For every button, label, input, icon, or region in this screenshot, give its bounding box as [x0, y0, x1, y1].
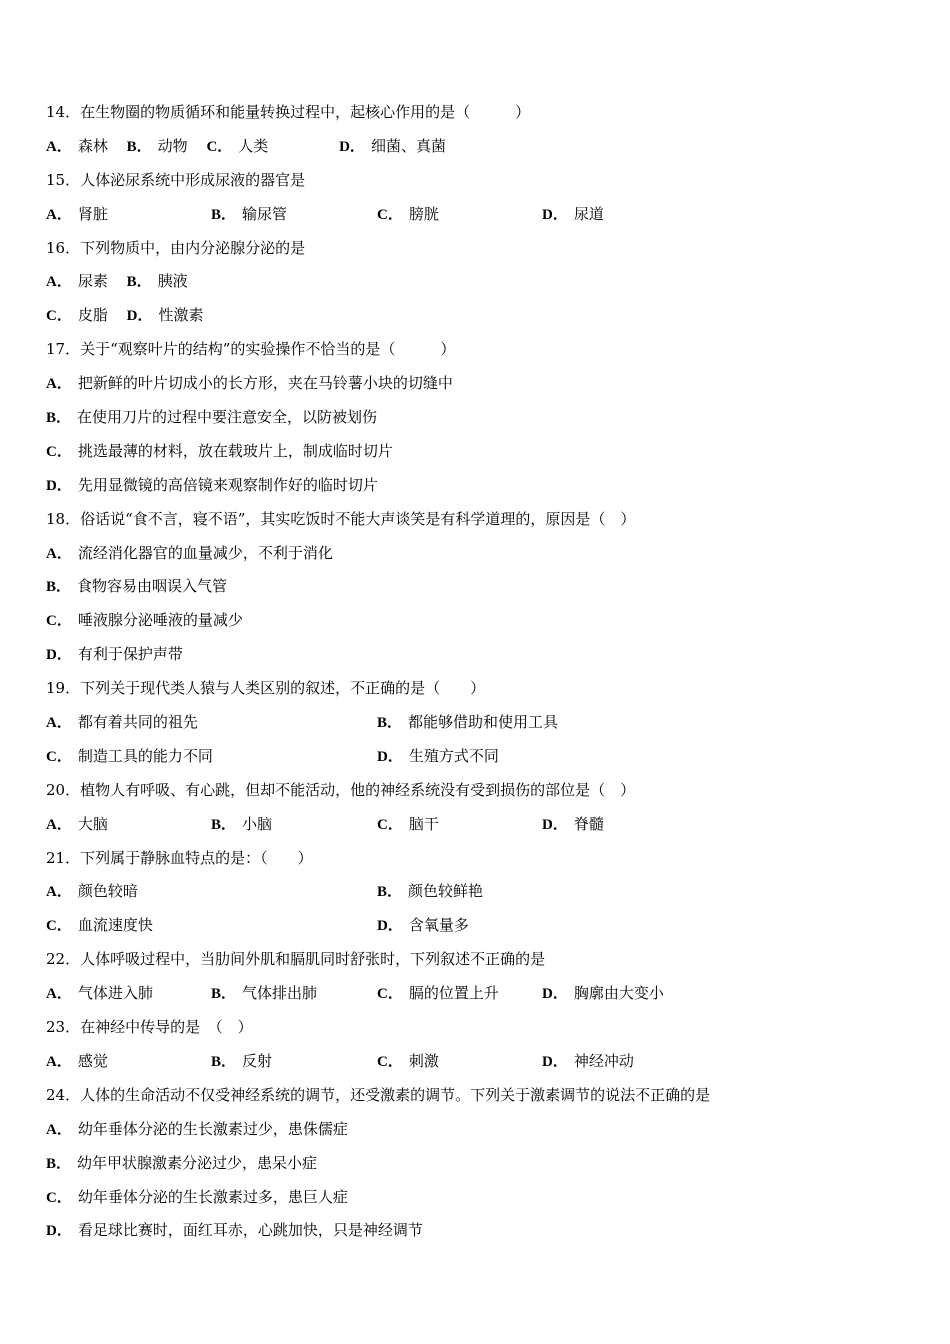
option-b: B． 颜色较鲜艳 — [377, 882, 484, 901]
question-24-stem: 24．人体的生命活动不仅受神经系统的调节，还受激素的调节。下列关于激素调节的说法不正确的是 — [46, 1085, 711, 1104]
option-d: D． 性激素 — [126, 306, 204, 325]
question-21-options-row2 — [46, 909, 906, 943]
question-18-option-d — [46, 638, 906, 672]
option-c: C． 挑选最薄的材料，放在载玻片上，制成临时切片 — [46, 441, 393, 460]
option-a: A． 颜色较暗 — [46, 882, 138, 901]
option-d: D． 脊髓 — [542, 814, 604, 833]
question-17-option-b — [46, 401, 906, 435]
question-17-option-c — [46, 435, 906, 469]
option-c: C． 唾液腺分泌唾液的量减少 — [46, 611, 243, 630]
question-24-option-c — [46, 1181, 906, 1215]
option-b: B． 幼年甲状腺激素分泌过少，患呆小症 — [46, 1153, 318, 1172]
question-14-stem: 14．在生物圈的物质循环和能量转换过程中，起核心作用的是（ ） — [46, 103, 531, 121]
option-b: B． 小脑 — [211, 814, 273, 833]
option-c: C． 血流速度快 — [46, 916, 153, 935]
option-a: A． 流经消化器官的血量减少，不利于消化 — [46, 543, 333, 562]
option-a: A． 尿素 — [46, 272, 108, 291]
question-24-option-b — [46, 1147, 906, 1181]
option-b: B． 输尿管 — [211, 204, 288, 223]
question-17-option-a — [46, 367, 906, 401]
option-c: C． 幼年垂体分泌的生长激素过多，患巨人症 — [46, 1187, 348, 1206]
question-16-stem: 16．下列物质中，由内分泌腺分泌的是 — [46, 238, 306, 257]
question-15-options — [46, 198, 906, 232]
question-list — [46, 96, 906, 1248]
question-16-options-row1 — [46, 265, 906, 299]
option-b: B． 在使用刀片的过程中要注意安全，以防被划伤 — [46, 408, 378, 427]
option-b: B． 反射 — [211, 1051, 273, 1070]
question-19-stem: 19．下列关于现代类人猿与人类区别的叙述，不正确的是（ ） — [46, 679, 486, 698]
question-18-option-b — [46, 570, 906, 604]
question-16-options-row2 — [46, 299, 906, 333]
question-24-option-d — [46, 1214, 906, 1248]
question-14-options — [46, 130, 906, 164]
option-b: B． 胰液 — [126, 272, 188, 291]
option-a: A． 大脑 — [46, 814, 108, 833]
option-d: D． 先用显微镜的高倍镜来观察制作好的临时切片 — [46, 475, 378, 494]
option-b: B． 气体排出肺 — [211, 984, 318, 1003]
question-19-options-row2 — [46, 740, 906, 774]
option-d: D． 尿道 — [542, 204, 604, 223]
question-24-option-a — [46, 1113, 906, 1147]
question-15-stem: 15．人体泌尿系统中形成尿液的器官是 — [46, 170, 306, 189]
option-a: A． 森林 — [46, 136, 108, 155]
option-c: C． 脑干 — [377, 814, 439, 833]
option-d: D． 胸廓由大变小 — [542, 984, 664, 1003]
question-21-stem: 21．下列属于静脉血特点的是：（ ） — [46, 848, 313, 867]
option-a: A． 幼年垂体分泌的生长激素过少，患侏儒症 — [46, 1119, 348, 1138]
question-22-options — [46, 977, 906, 1011]
question-21-options-row1 — [46, 875, 906, 909]
question-19-options-row1 — [46, 706, 906, 740]
option-d: D． 生殖方式不同 — [377, 746, 499, 765]
option-c: C． 膈的位置上升 — [377, 984, 499, 1003]
question-20-stem: 20．植物人有呼吸、有心跳，但却不能活动，他的神经系统没有受到损伤的部位是（ ） — [46, 780, 636, 799]
option-a: A． 把新鲜的叶片切成小的长方形，夹在马铃薯小块的切缝中 — [46, 374, 453, 393]
option-d: D． 细菌、真菌 — [339, 136, 446, 155]
option-d: D． 看足球比赛时，面红耳赤，心跳加快，只是神经调节 — [46, 1221, 423, 1240]
option-d: D． 有利于保护声带 — [46, 645, 183, 664]
question-22-stem: 22．人体呼吸过程中，当肋间外肌和膈肌同时舒张时，下列叙述不正确的是 — [46, 950, 546, 969]
question-23-stem: 23．在神经中传导的是 （ ） — [46, 1018, 253, 1037]
option-a: A． 都有着共同的祖先 — [46, 713, 198, 732]
option-b: B． 都能够借助和使用工具 — [377, 713, 559, 732]
option-c: C． 刺激 — [377, 1051, 439, 1070]
question-17-stem: 17．关于“观察叶片的结构”的实验操作不恰当的是（ ） — [46, 340, 456, 359]
question-17-option-d — [46, 469, 906, 503]
question-20-options — [46, 808, 906, 842]
option-c: C． 人类 — [206, 136, 269, 155]
option-b: B． 动物 — [126, 136, 188, 155]
option-a: A． 感觉 — [46, 1051, 108, 1070]
question-23-options — [46, 1045, 906, 1079]
question-18-option-c — [46, 604, 906, 638]
question-18-stem: 18．俗话说“食不言，寝不语”，其实吃饭时不能大声谈笑是有科学道理的，原因是（ ） — [46, 509, 636, 528]
option-b: B． 食物容易由咽误入气管 — [46, 577, 228, 596]
question-18-option-a — [46, 537, 906, 571]
option-c: C． 皮脂 — [46, 306, 108, 325]
option-c: C． 膀胱 — [377, 204, 439, 223]
option-a: A． 肾脏 — [46, 204, 108, 223]
option-d: D． 含氧量多 — [377, 916, 469, 935]
option-a: A． 气体进入肺 — [46, 984, 153, 1003]
option-d: D． 神经冲动 — [542, 1051, 634, 1070]
option-c: C． 制造工具的能力不同 — [46, 746, 213, 765]
